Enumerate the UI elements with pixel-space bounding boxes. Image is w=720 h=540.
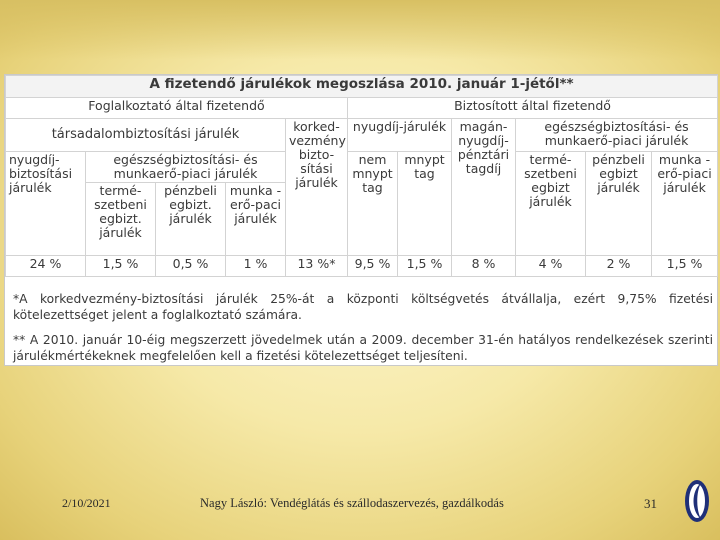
pension-insurance-header: nyugdíj-biztosítási járulék	[6, 152, 86, 256]
rate-cell: 1,5 %	[398, 256, 452, 277]
rate-cell: 1 %	[226, 256, 286, 277]
in-kind-health-insured-header: termé-szetbeni egbizt járulék	[516, 152, 586, 256]
page-number: 31	[644, 496, 657, 511]
non-member-header: nem mnypt tag	[348, 152, 398, 256]
table-title: A fizetendő járulékok megoszlása 2010. január 1-jétől**	[6, 76, 718, 98]
pension-contribution-header: nyugdíj-járulék	[348, 119, 452, 152]
rate-cell: 2 %	[586, 256, 652, 277]
rate-cell: 4 %	[516, 256, 586, 277]
rate-cell: 24 %	[6, 256, 86, 277]
in-kind-health-header: termé-szetbeni egbizt. járulék	[86, 183, 156, 256]
rate-cell: 13 %*	[286, 256, 348, 277]
cash-health-insured-header: pénzbeli egbizt járulék	[586, 152, 652, 256]
labor-market-header: munka -erő-paci járulék	[226, 183, 286, 256]
cash-health-header: pénzbeli egbizt. járulék	[156, 183, 226, 256]
contribution-table	[5, 75, 718, 277]
rate-cell: 1,5 %	[652, 256, 718, 277]
member-header: mnypt tag	[398, 152, 452, 256]
insured-header: Biztosított által fizetendő	[348, 98, 718, 119]
footnote-2: ** A 2010. január 10-éig megszerzett jövedelmek után a 2009. december 31-én hatályos rendelkezések szerinti járulékmértékeknek megfelelően kell a fizetési kötelezettséget teljesíteni.	[13, 333, 713, 363]
rate-cell: 9,5 %	[348, 256, 398, 277]
health-labor-insured-header: egészségbiztosítási- és munkaerő-piaci járulék	[516, 119, 718, 152]
health-labor-employer-header: egészségbiztosítási- és munkaerő-piaci járulék	[86, 152, 286, 183]
logo-icon	[683, 477, 711, 525]
employer-header: Foglalkoztató által fizetendő	[6, 98, 348, 119]
footer-text: Nagy László: Vendéglátás és szállodaszervezés, gazdálkodás	[200, 496, 504, 510]
footnote-1: *A korkedvezmény-biztosítási járulék 25%-át a központi költségvetés átvállalja, ezért 9,75% fizetési kötelezettséget jelent a foglalkoztató számára.	[13, 292, 713, 322]
footer-date: 2/10/2021	[62, 496, 111, 510]
early-retirement-header: korked-vezmény bizto-sítási járulék	[286, 119, 348, 256]
rate-cell: 0,5 %	[156, 256, 226, 277]
rate-cell: 8 %	[452, 256, 516, 277]
slide-background-band	[0, 0, 720, 60]
social-security-header: társadalombiztosítási járulék	[6, 119, 286, 152]
rate-cell: 1,5 %	[86, 256, 156, 277]
private-pension-header: magán-nyugdíj-pénztári tagdíj	[452, 119, 516, 256]
labor-market-insured-header: munka -erő-piaci járulék	[652, 152, 718, 256]
footnotes	[13, 291, 713, 373]
contribution-table-panel	[4, 74, 718, 366]
